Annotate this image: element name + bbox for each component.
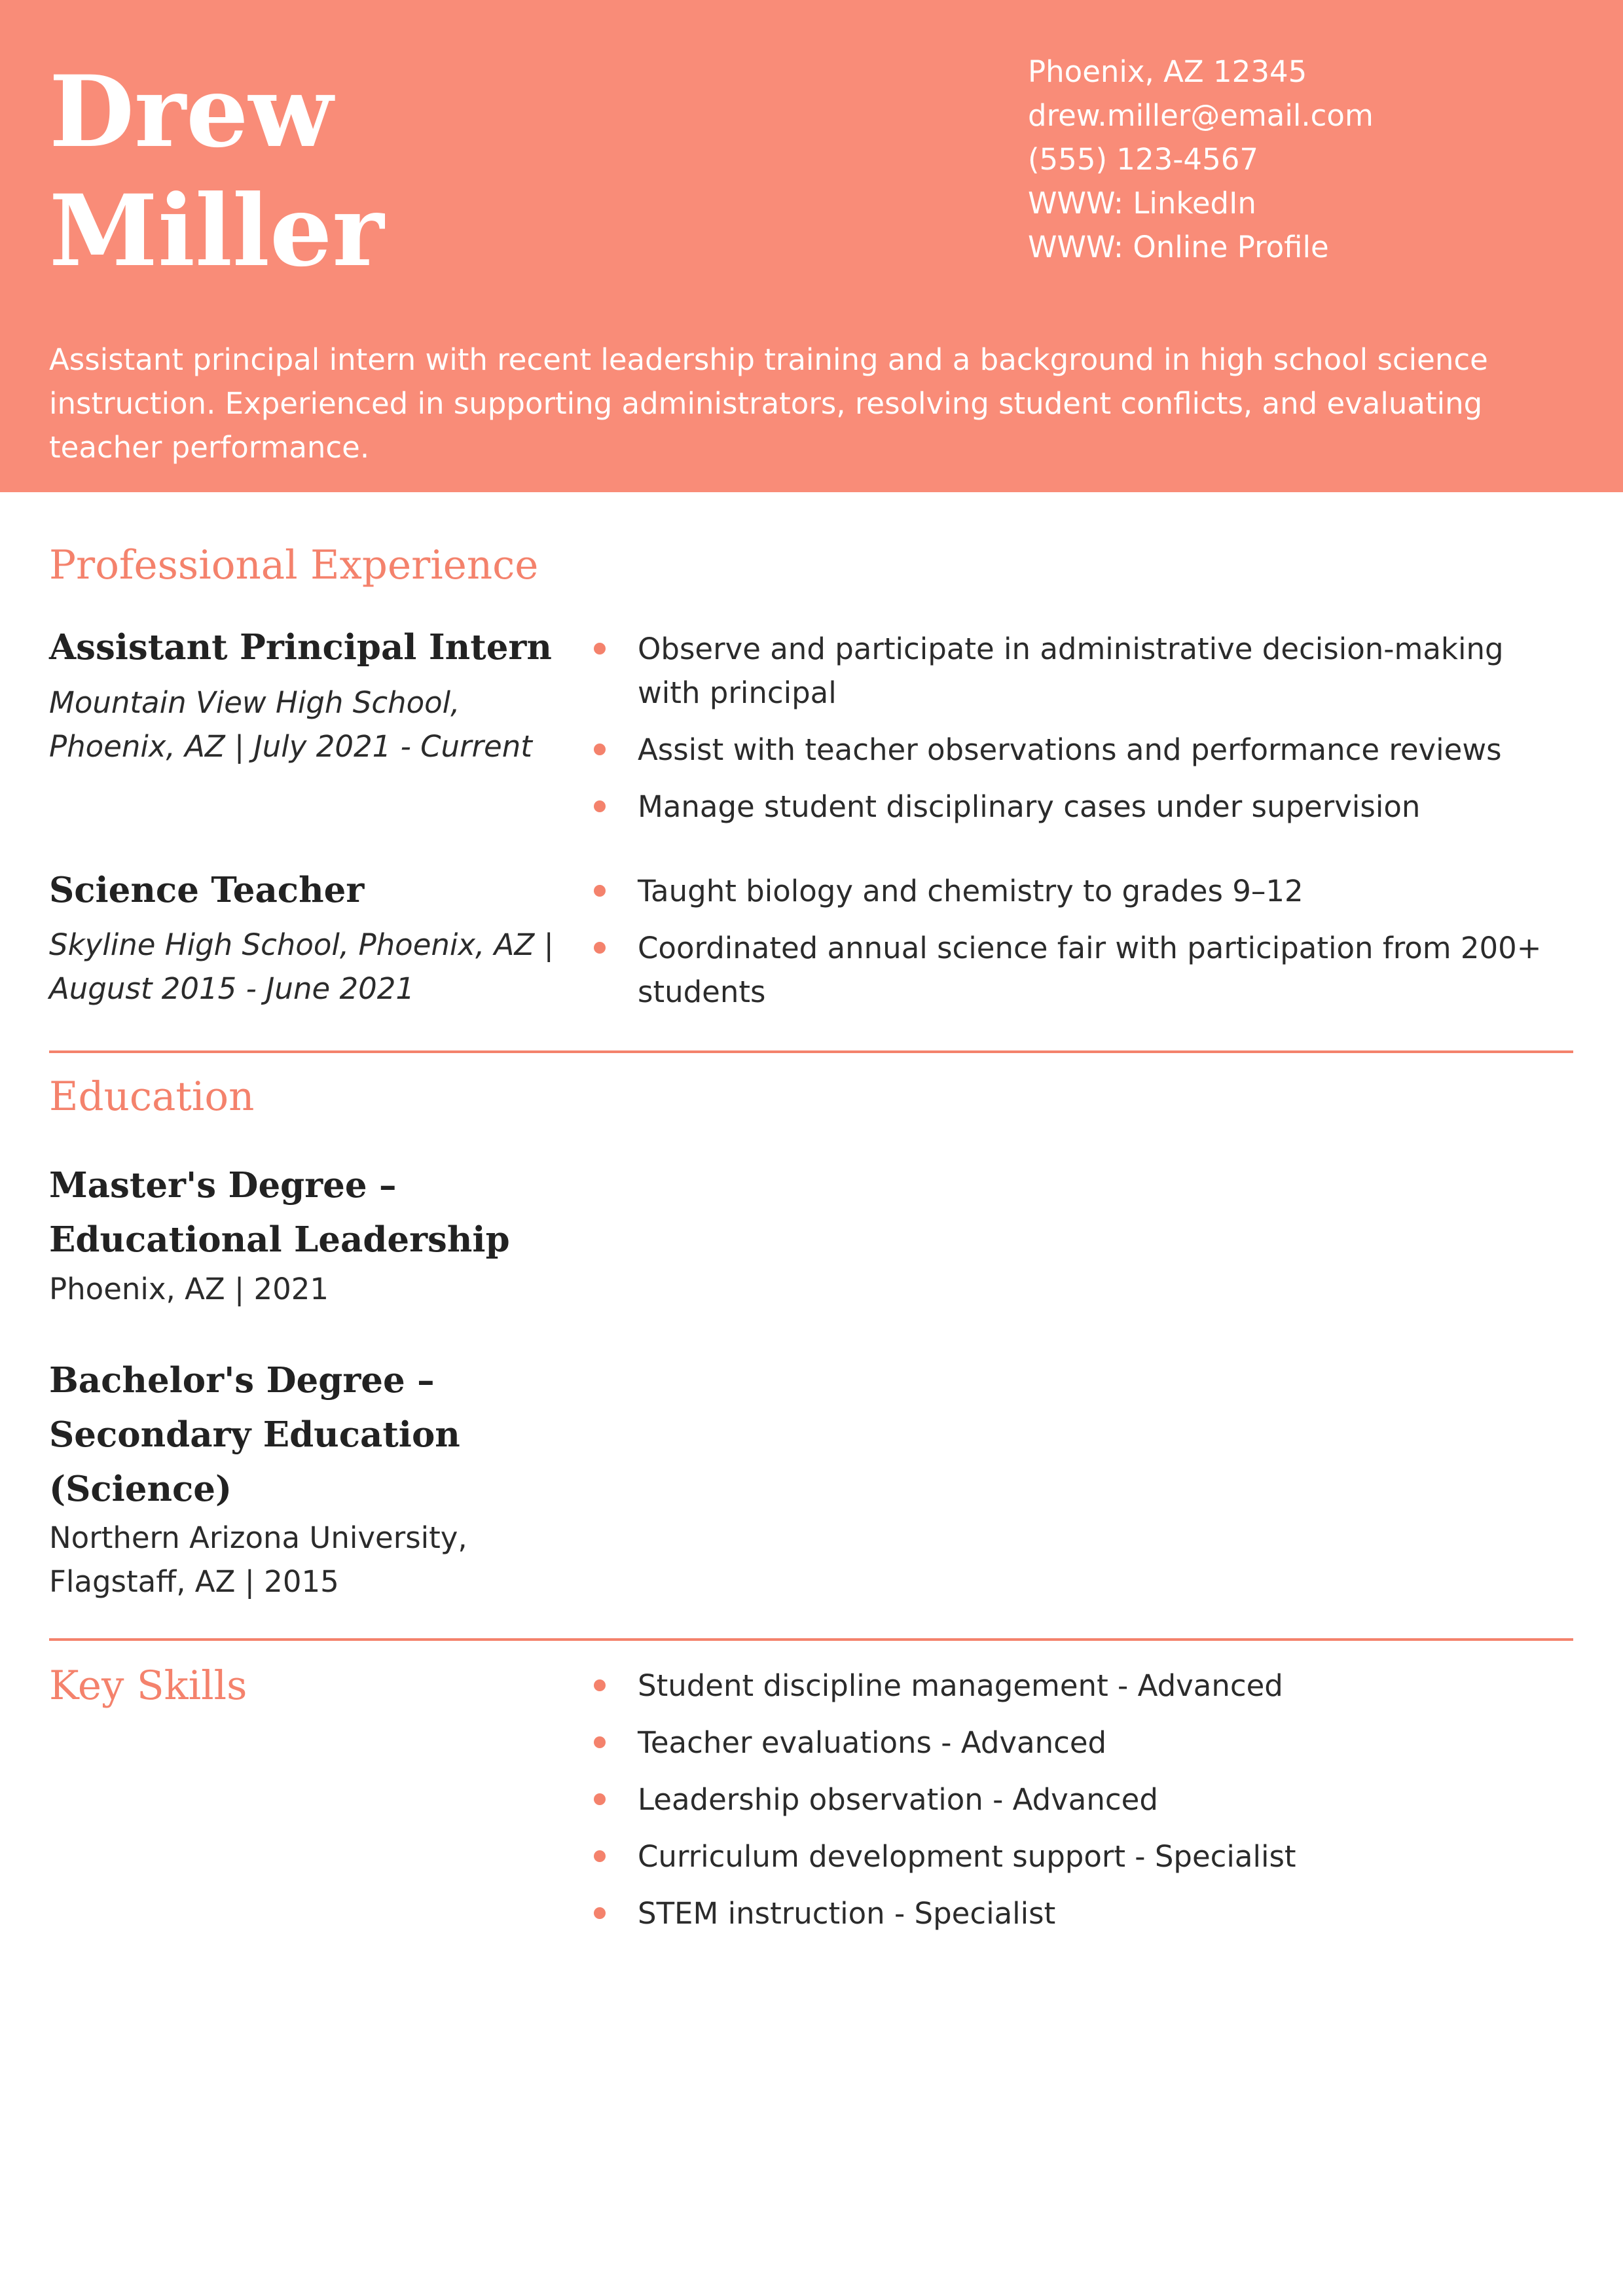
bullet-dot-icon xyxy=(594,643,606,655)
skills-list xyxy=(594,1664,1569,1935)
skill-text: Leadership observation - Advanced xyxy=(638,1782,1158,1817)
bullet-dot-icon xyxy=(594,1850,606,1862)
contact-email[interactable]: drew.miller@email.com xyxy=(1028,98,1374,133)
degree-details: Phoenix, AZ | 2021 xyxy=(49,1272,329,1306)
bullet-dot-icon xyxy=(594,1679,606,1691)
degree-title: Master's Degree – Educational Leadership xyxy=(49,1165,510,1260)
candidate-name xyxy=(49,52,384,291)
job-location-dates: , Phoenix, AZ | August 2015 - June 2021 xyxy=(49,927,554,1006)
list-item xyxy=(594,785,1569,829)
job-bullets xyxy=(594,627,1569,829)
list-item xyxy=(594,869,1569,913)
last-name: Miller xyxy=(49,173,384,289)
contact-phone: (555) 123-4567 xyxy=(1028,142,1258,177)
section-divider xyxy=(49,1638,1573,1641)
bullet-dot-icon xyxy=(594,800,606,812)
job-title: Science Teacher xyxy=(49,870,365,910)
contact-location: Phoenix, AZ 12345 xyxy=(1028,54,1307,89)
bullet-text: Manage student disciplinary cases under supervision xyxy=(638,789,1421,824)
job-employer: Mountain View High School xyxy=(49,685,451,720)
skills-section-title: Key Skills xyxy=(49,1662,247,1709)
list-item xyxy=(594,1721,1569,1765)
job-employer: Skyline High School xyxy=(49,927,340,962)
skill-text: Curriculum development support - Specialist xyxy=(638,1839,1296,1874)
bullet-text: Taught biology and chemistry to grades 9–12 xyxy=(638,874,1304,908)
contact-linkedin-link[interactable]: WWW: LinkedIn xyxy=(1028,186,1256,221)
bullet-text: Assist with teacher observations and performance reviews xyxy=(638,732,1502,767)
list-item xyxy=(594,1778,1569,1821)
resume-header xyxy=(0,0,1623,492)
bullet-dot-icon xyxy=(594,1793,606,1805)
bullet-text: Coordinated annual science fair with participation from 200+ students xyxy=(638,931,1542,1009)
skill-text: STEM instruction - Specialist xyxy=(638,1896,1056,1931)
bullet-dot-icon xyxy=(594,942,606,954)
experience-section-title: Professional Experience xyxy=(49,542,539,588)
education-section-title: Education xyxy=(49,1073,255,1120)
skill-text: Teacher evaluations - Advanced xyxy=(638,1725,1107,1760)
bullet-dot-icon xyxy=(594,885,606,897)
job-location-dates: , Phoenix, AZ | July 2021 - Current xyxy=(49,685,532,764)
job-title: Assistant Principal Intern xyxy=(49,627,552,668)
bullet-dot-icon xyxy=(594,1736,606,1748)
bullet-dot-icon xyxy=(594,744,606,755)
list-item xyxy=(594,1664,1569,1708)
job-meta xyxy=(49,923,566,1011)
contact-block xyxy=(1028,50,1374,269)
job-bullets xyxy=(594,869,1569,1014)
professional-summary: Assistant principal intern with recent leadership training and a background in high school science instruction. Experienced in supporting administrators, resolving student conflicts, and evaluating teacher performance. xyxy=(49,342,1488,465)
bullet-text: Observe and participate in administrative decision-making with principal xyxy=(638,632,1504,710)
list-item xyxy=(594,1835,1569,1878)
skill-text: Student discipline management - Advanced xyxy=(638,1668,1283,1703)
first-name: Drew xyxy=(49,54,333,170)
bullet-dot-icon xyxy=(594,1907,606,1919)
list-item xyxy=(594,926,1569,1014)
job-meta xyxy=(49,681,566,768)
contact-profile-link[interactable]: WWW: Online Profile xyxy=(1028,230,1329,264)
degree-details: Northern Arizona University, Flagstaff, AZ | 2015 xyxy=(49,1520,467,1599)
list-item xyxy=(594,627,1569,715)
degree-title: Bachelor's Degree – Secondary Education (Science) xyxy=(49,1360,460,1509)
list-item xyxy=(594,728,1569,772)
section-divider xyxy=(49,1050,1573,1053)
list-item xyxy=(594,1892,1569,1935)
